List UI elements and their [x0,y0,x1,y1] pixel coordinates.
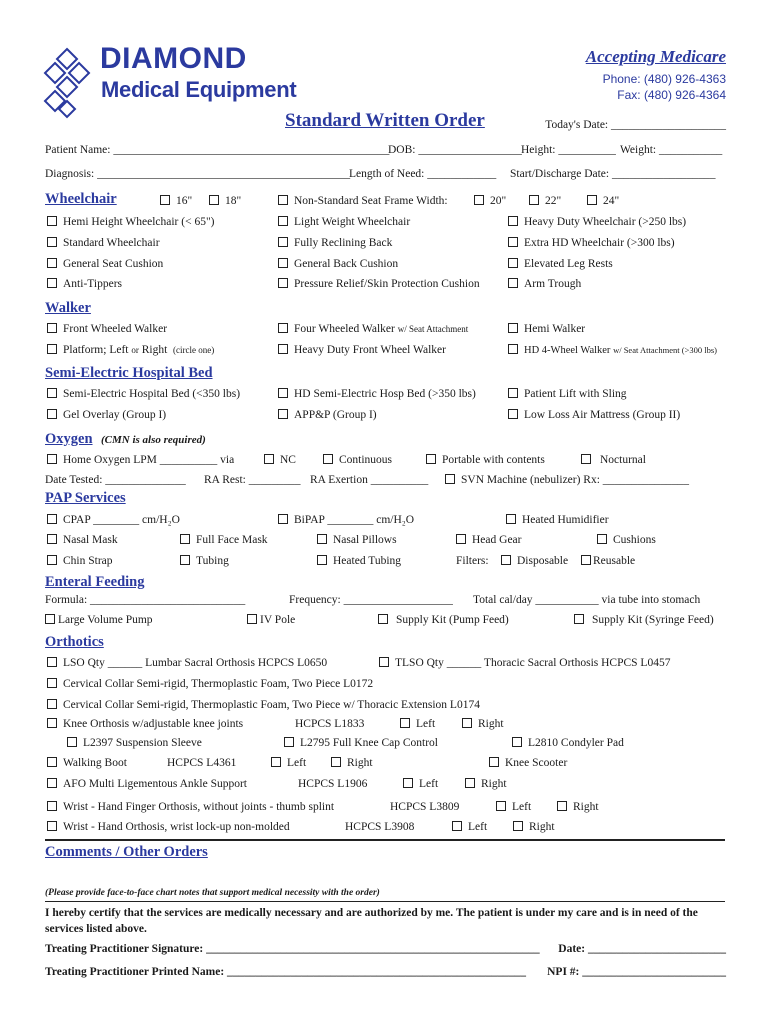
bed-option[interactable] [47,408,166,422]
option-label: 20" [490,195,507,207]
practitioner-printed-name-field[interactable]: Treating Practitioner Printed Name: ____________________________________________________ [45,966,527,978]
checkbox[interactable] [529,195,539,205]
oxygen-heading: Oxygen [45,431,93,447]
reusable-option[interactable] [581,554,635,568]
option-label: HD 4-Wheel Walker [524,345,611,356]
checkbox[interactable] [278,195,288,205]
option-label: LSO Qty ______ Lumbar Sacral Orthosis HCPCS L0650 [63,657,328,669]
option-label: IV Pole [260,614,296,626]
option-label: Chin Strap [63,555,113,567]
option-label: Left [419,778,439,790]
knee-right-option[interactable] [462,717,504,731]
ra-rest-field[interactable]: RA Rest: _________ [204,474,301,486]
checkbox[interactable] [47,801,57,811]
checkbox[interactable] [508,278,518,288]
checkbox[interactable] [465,778,475,788]
wheelchair-option[interactable] [278,236,392,250]
option-label: BiPAP ________ cm/H₂O [294,514,415,526]
checkbox[interactable] [400,718,410,728]
option-label: Knee Scooter [505,757,568,769]
checkbox[interactable] [160,195,170,205]
option-label: Low Loss Air Mattress (Group II) [524,409,681,421]
checkbox[interactable] [574,614,584,624]
cmn-note: (CMN is also required) [101,434,206,446]
option-label: Nasal Pillows [333,534,397,546]
option-label: Patient Lift with Sling [524,388,627,400]
option-note: (circle one) [173,345,215,355]
option-label: Heated Tubing [333,555,402,567]
todays-date-field[interactable]: Today's Date: ____________________ [545,119,726,131]
option-label: CPAP ________ cm/H₂O [63,514,180,526]
option-label: 18" [225,195,242,207]
walking-boot-hcpcs: HCPCS L4361 [167,757,237,769]
checkbox[interactable] [496,801,506,811]
option-label: Heavy Duty Front Wheel Walker [294,344,446,356]
option-label: SVN Machine (nebulizer) Rx: _______________ [461,474,690,486]
option-label: Right [478,718,504,730]
checkbox[interactable] [378,614,388,624]
checkbox[interactable] [456,534,466,544]
portable-option[interactable] [426,453,545,467]
wheelchair-option[interactable] [47,257,163,271]
checkbox[interactable] [508,237,518,247]
checkbox[interactable] [278,216,288,226]
checkbox[interactable] [506,514,516,524]
option-label: Right [141,344,168,356]
checkbox[interactable] [47,657,57,667]
comments-bottom-rule [45,901,725,902]
start-discharge-date-field[interactable]: Start/Discharge Date: __________________ [510,168,716,180]
enteral-feeding-heading: Enteral Feeding [45,574,145,590]
checkbox[interactable] [47,454,57,464]
checkbox[interactable] [508,323,518,333]
large-volume-pump-option[interactable] [45,613,153,627]
fax-number: Fax: (480) 926-4364 [617,88,726,102]
option-label: Cushions [613,534,656,546]
option-label: Heated Humidifier [522,514,609,526]
checkbox[interactable] [47,534,57,544]
tubing-option[interactable] [180,554,229,568]
wheelchair-option[interactable] [278,215,410,229]
frequency-field[interactable]: Frequency: ___________________ [289,594,453,606]
checkbox[interactable] [508,409,518,419]
checkbox[interactable] [264,454,274,464]
option-label: Left [512,801,532,813]
lso-option[interactable] [47,656,327,670]
checkbox[interactable] [47,555,57,565]
option-label: HD Semi-Electric Hosp Bed (>350 lbs) [294,388,476,400]
option-label: 22" [545,195,562,207]
option-label: Left [468,821,488,833]
wrist-lockup-left-option[interactable] [452,820,487,834]
nc-option[interactable] [264,453,296,467]
wheelchair-option[interactable] [47,236,160,250]
option-label: Right [573,801,599,813]
knee-left-option[interactable] [400,717,435,731]
checkbox[interactable] [47,237,57,247]
option-label: 16" [176,195,193,207]
heated-humidifier-option[interactable] [506,513,609,527]
bed-option[interactable] [47,387,240,401]
option-label: Standard Wheelchair [63,237,160,249]
form-title: Standard Written Order [285,110,485,131]
checkbox[interactable] [47,409,57,419]
nasal-mask-option[interactable] [47,533,118,547]
size-16-option[interactable] [160,194,192,208]
bed-option[interactable] [278,408,377,422]
certification-statement: I hereby certify that the services are medically necessary and are authorized by me. The patient is under my care and is in need of the services listed above. [45,907,698,935]
bed-option[interactable] [508,408,680,422]
option-label: L2810 Condyler Pad [528,737,624,749]
chin-strap-option[interactable] [47,554,113,568]
filters-label: Filters: [456,555,489,567]
checkbox[interactable] [403,778,413,788]
option-label: Right [481,778,507,790]
checkbox[interactable] [209,195,219,205]
checkbox[interactable] [47,757,57,767]
walking-boot-left-option[interactable] [271,756,306,770]
checkbox[interactable] [278,237,288,247]
comments-heading: Comments / Other Orders [45,844,208,860]
knee-hcpcs: HCPCS L1833 [295,718,365,730]
checkbox[interactable] [501,555,511,565]
iv-pole-option[interactable] [247,613,295,627]
checkbox[interactable] [508,388,518,398]
supply-kit-syringe-option[interactable] [574,613,714,627]
checkbox[interactable] [323,454,333,464]
checkbox[interactable] [67,737,77,747]
option-label: Fully Reclining Back [294,237,393,249]
platform-walker-option[interactable] [47,343,214,357]
width-20-option[interactable] [474,194,506,208]
option-label: L2795 Full Knee Cap Control [300,737,438,749]
option-label: Left [287,757,307,769]
comments-top-rule [45,839,725,841]
option-label: APP&P (Group I) [294,409,377,421]
checkbox[interactable] [180,534,190,544]
option-label: Light Weight Wheelchair [294,216,411,228]
afo-option[interactable] [47,777,247,791]
option-label: Hemi Height Wheelchair (< 65") [63,216,215,228]
formula-field[interactable]: Formula: ___________________________ [45,594,246,606]
npi-field[interactable]: NPI #: _________________________ [547,966,726,978]
width-24-option[interactable] [587,194,619,208]
checkbox[interactable] [379,657,389,667]
knee-scooter-option[interactable] [489,756,567,770]
l2810-option[interactable] [512,736,624,750]
checkbox[interactable] [47,699,57,709]
heated-tubing-option[interactable] [317,554,401,568]
checkbox[interactable] [508,258,518,268]
checkbox[interactable] [47,821,57,831]
option-label: Cervical Collar Semi-rigid, Thermoplastic Foam, Two Piece w/ Thoracic Extension L0174 [63,699,480,711]
checkbox[interactable] [247,614,257,624]
option-label: Tubing [196,555,229,567]
walking-boot-option[interactable] [47,756,127,770]
head-gear-option[interactable] [456,533,521,547]
option-label: Wrist - Hand Finger Orthosis, without joints - thumb splint [63,801,335,813]
checkbox[interactable] [452,821,462,831]
checkbox[interactable] [331,757,341,767]
checkbox[interactable] [47,778,57,788]
four-wheeled-walker-option[interactable] [278,322,468,336]
hd-four-wheel-walker-option[interactable] [508,343,717,358]
checkbox[interactable] [513,821,523,831]
diagnosis-field[interactable]: Diagnosis: ____________________________________________ [45,168,351,180]
wrist-lockup-option[interactable] [47,820,290,834]
option-label: Cervical Collar Semi-rigid, Thermoplastic Foam, Two Piece L0172 [63,678,374,690]
wheelchair-option[interactable] [508,236,675,250]
checkbox[interactable] [271,757,281,767]
cushions-option[interactable] [597,533,656,547]
option-label: Extra HD Wheelchair (>300 lbs) [524,237,675,249]
brand-subtitle: Medical Equipment [101,77,297,102]
afo-left-option[interactable] [403,777,438,791]
checkbox[interactable] [557,801,567,811]
wheelchair-option[interactable] [47,277,122,291]
wheelchair-option[interactable] [278,277,480,291]
dob-field[interactable]: DOB: __________________ [388,144,522,156]
checkbox[interactable] [284,737,294,747]
nasal-pillows-option[interactable] [317,533,397,547]
continuous-option[interactable] [323,453,392,467]
option-label: Wrist - Hand Orthosis, wrist lock-up non-molded [63,821,290,833]
option-label: Anti-Tippers [63,278,122,290]
checkbox[interactable] [426,454,436,464]
option-label: Platform; Left [63,344,129,356]
wheelchair-option[interactable] [278,257,398,271]
disposable-option[interactable] [501,554,568,568]
checkbox[interactable] [47,388,57,398]
checkbox[interactable] [317,534,327,544]
tlso-option[interactable] [379,656,670,670]
option-label: Head Gear [472,534,522,546]
option-label: Continuous [339,454,393,466]
afo-hcpcs: HCPCS L1906 [298,778,368,790]
option-note: or [131,345,139,355]
checkbox[interactable] [581,454,591,464]
option-label: Pressure Relief/Skin Protection Cushion [294,278,480,290]
option-label: TLSO Qty ______ Thoracic Sacral Orthosis HCPCS L0457 [395,657,671,669]
checkbox[interactable] [278,323,288,333]
nonstandard-width-option[interactable] [278,194,448,208]
height-field[interactable]: Height: __________ [521,144,616,156]
checkbox[interactable] [45,614,55,624]
option-label: Hemi Walker [524,323,586,335]
svn-machine-option[interactable] [445,473,689,487]
option-label: NC [280,454,296,466]
wrist-thumb-hcpcs: HCPCS L3809 [390,801,460,813]
patient-name-field[interactable]: Patient Name: ________________________________________________ [45,144,390,156]
option-label: Large Volume Pump [58,614,153,626]
checkbox[interactable] [278,514,288,524]
walker-heading: Walker [45,300,91,316]
option-label: Left [416,718,436,730]
option-label: Arm Trough [524,278,582,290]
practitioner-signature-field[interactable]: Treating Practitioner Signature: __________________________________________________________ [45,943,540,955]
checkbox[interactable] [47,216,57,226]
supply-kit-pump-option[interactable] [378,613,509,627]
wrist-thumb-left-option[interactable] [496,800,531,814]
checkbox[interactable] [278,409,288,419]
checkbox[interactable] [581,555,591,565]
option-label: AFO Multi Ligementous Ankle Support [63,778,247,790]
option-label: Semi-Electric Hospital Bed (<350 lbs) [63,388,241,400]
diamond-logo-icon [43,47,91,119]
knee-orthosis-option[interactable] [47,717,243,731]
date-tested-field[interactable]: Date Tested: ______________ [45,474,186,486]
bipap-option[interactable] [278,513,414,527]
orthotics-heading: Orthotics [45,634,104,650]
wheelchair-option[interactable] [508,257,613,271]
width-22-option[interactable] [529,194,561,208]
ra-exertion-field[interactable]: RA Exertion __________ [310,474,429,486]
checkbox[interactable] [512,737,522,747]
wrist-thumb-right-option[interactable] [557,800,599,814]
checkbox[interactable] [47,678,57,688]
brand-name: DIAMOND [100,42,247,75]
checkbox[interactable] [278,278,288,288]
wheelchair-option[interactable] [508,215,686,229]
checkbox[interactable] [508,344,518,354]
option-label: Portable with contents [442,454,545,466]
wheelchair-heading: Wheelchair [45,191,117,207]
home-oxygen-option[interactable] [47,453,234,467]
total-cal-field[interactable]: Total cal/day ___________ via tube into stomach [473,594,701,606]
checkbox[interactable] [180,555,190,565]
hospital-bed-heading: Semi-Electric Hospital Bed [45,365,213,381]
option-label: Right [347,757,373,769]
wheelchair-option[interactable] [508,277,581,291]
checkbox[interactable] [47,718,57,728]
checkbox[interactable] [47,514,57,524]
phone-number: Phone: (480) 926-4363 [602,72,726,86]
option-label: General Back Cushion [294,258,399,270]
option-note: w/ Seat Attachment [397,324,469,334]
option-label: General Seat Cushion [63,258,164,270]
size-18-option[interactable] [209,194,241,208]
option-label: Supply Kit (Pump Feed) [396,614,509,626]
checkbox[interactable] [587,195,597,205]
wrist-lockup-right-option[interactable] [513,820,555,834]
checkbox[interactable] [445,474,455,484]
checkbox[interactable] [508,216,518,226]
option-label: Non-Standard Seat Frame Width: [294,195,448,207]
checkbox[interactable] [47,323,57,333]
option-label: Walking Boot [63,757,127,769]
nocturnal-option[interactable] [581,453,646,467]
option-label: Gel Overlay (Group I) [63,409,167,421]
accepting-medicare: Accepting Medicare [585,47,726,66]
cpap-option[interactable] [47,513,180,527]
cervical-collar-thoracic-option[interactable] [47,698,480,712]
checkbox[interactable] [278,258,288,268]
option-label: Nocturnal [600,454,646,466]
option-label: 24" [603,195,620,207]
signature-date-field[interactable]: Date: ________________________ [558,943,726,955]
checkbox[interactable] [47,278,57,288]
wrist-thumb-splint-option[interactable] [47,800,334,814]
l2795-option[interactable] [284,736,438,750]
full-face-mask-option[interactable] [180,533,268,547]
checkbox[interactable] [462,718,472,728]
option-label: Four Wheeled Walker [294,323,395,335]
hemi-walker-option[interactable] [508,322,585,336]
option-label: Disposable [517,555,569,567]
bed-option[interactable] [508,387,627,401]
comments-area[interactable] [45,862,725,886]
option-label: Nasal Mask [63,534,118,546]
checkbox[interactable] [597,534,607,544]
checkbox[interactable] [474,195,484,205]
weight-field[interactable]: Weight: ___________ [620,144,723,156]
walking-boot-right-option[interactable] [331,756,373,770]
option-label: Knee Orthosis w/adjustable knee joints [63,718,244,730]
wrist-lockup-hcpcs: HCPCS L3908 [345,821,415,833]
option-label: Heavy Duty Wheelchair (>250 lbs) [524,216,687,228]
option-label: Home Oxygen LPM __________ via [63,454,235,466]
checkbox[interactable] [278,344,288,354]
option-note: w/ Seat Attachment (>300 lbs) [613,345,718,355]
option-label: Reusable [593,555,636,567]
option-label: Right [529,821,555,833]
l2397-option[interactable] [67,736,202,750]
option-label: Full Face Mask [196,534,268,546]
length-of-need-field[interactable]: Length of Need: ____________ [349,168,497,180]
front-wheeled-walker-option[interactable] [47,322,167,336]
checkbox[interactable] [47,344,57,354]
cervical-collar-option[interactable] [47,677,373,691]
comments-note: (Please provide face-to-face chart notes that support medical necessity with the order) [45,888,380,898]
checkbox[interactable] [278,388,288,398]
option-label: Front Wheeled Walker [63,323,168,335]
checkbox[interactable] [317,555,327,565]
bed-option[interactable] [278,387,476,401]
heavy-duty-walker-option[interactable] [278,343,446,357]
wheelchair-option[interactable] [47,215,214,229]
pap-heading: PAP Services [45,490,126,506]
afo-right-option[interactable] [465,777,507,791]
checkbox[interactable] [489,757,499,767]
option-label: Elevated Leg Rests [524,258,613,270]
checkbox[interactable] [47,258,57,268]
option-label: Supply Kit (Syringe Feed) [592,614,714,626]
option-label: L2397 Suspension Sleeve [83,737,202,749]
